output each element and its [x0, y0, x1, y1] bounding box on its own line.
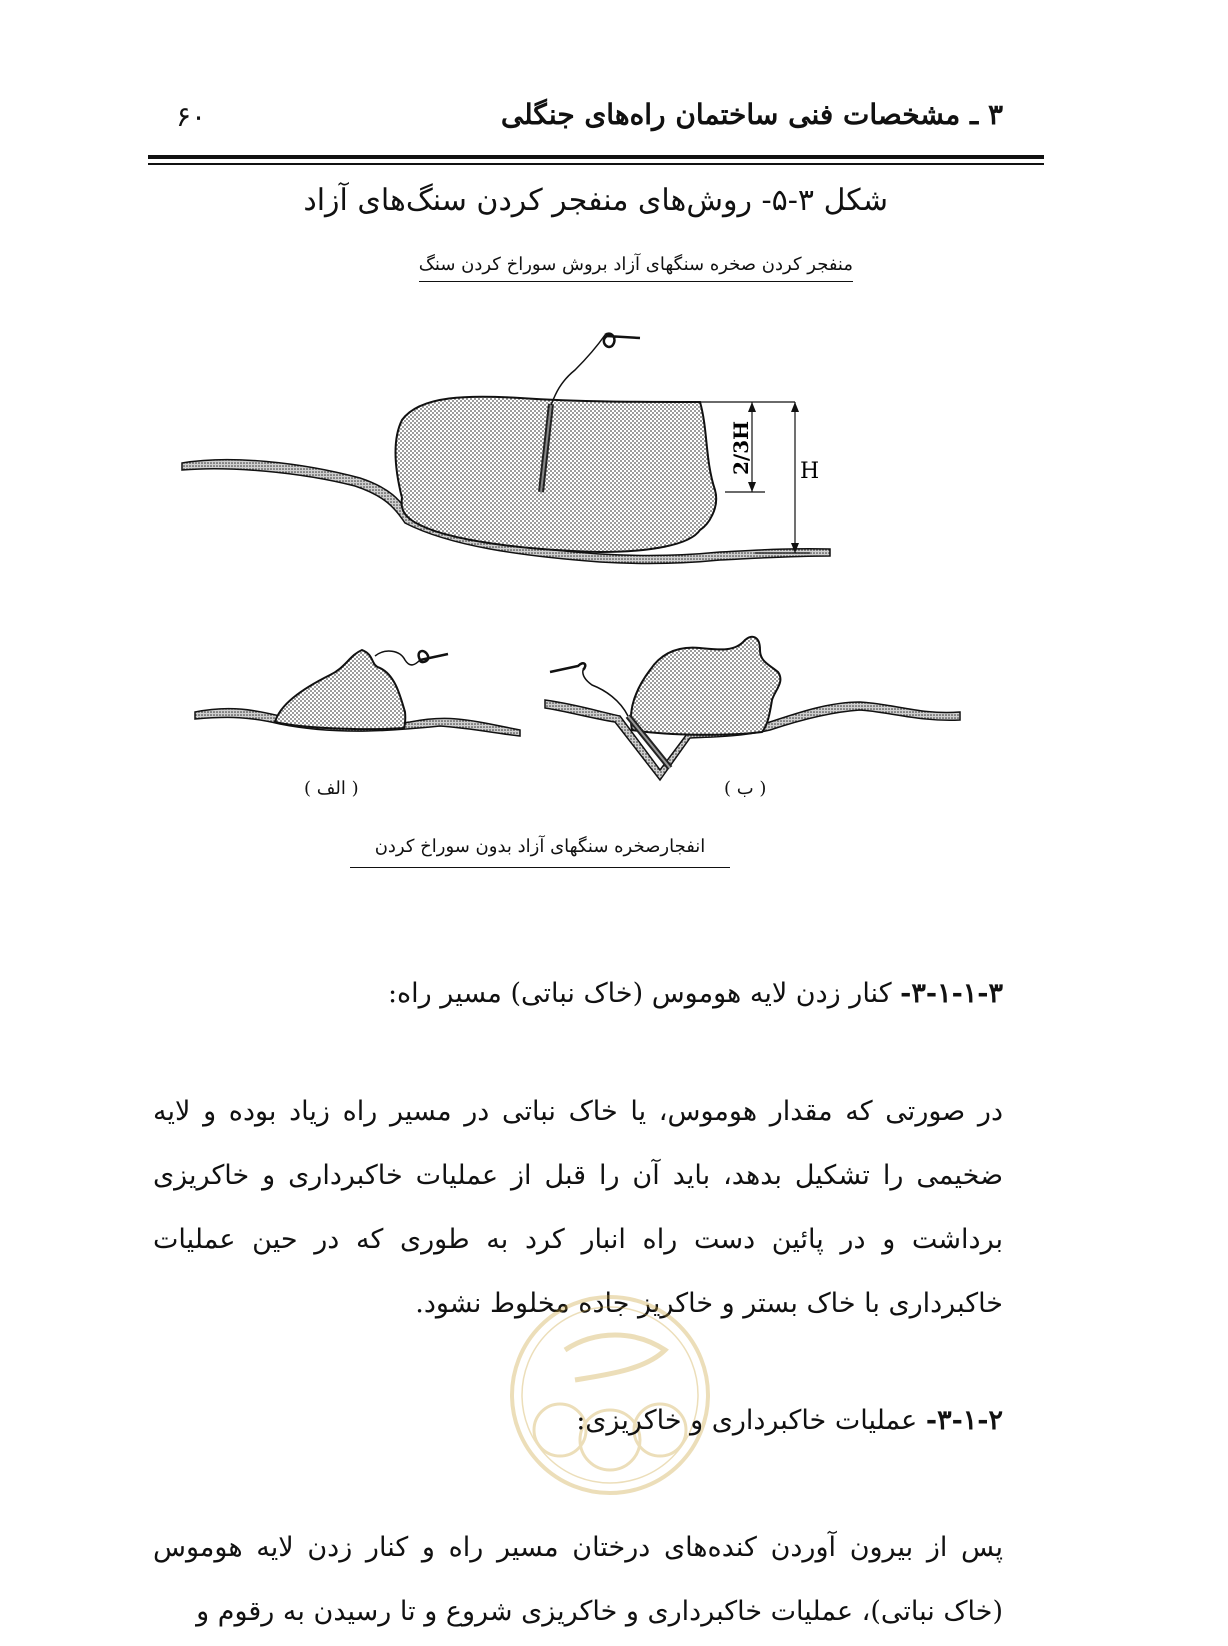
watermark-stamp-icon: [505, 1290, 715, 1500]
running-title: ۳ ـ مشخصات فنی ساختمان راه‌های جنگلی: [500, 98, 1003, 131]
fuse-top: [551, 335, 605, 405]
section-heading: [576, 1405, 1003, 1436]
fuse-alef: [419, 651, 448, 662]
body-paragraph: پس از بیرون آوردن کنده‌های درختان مسیر راه و کنار زدن لایه هوموس (خاک نباتی)، عملیات خاکبرداری و خاکریزی شروع و تا رسیدن به رقوم و: [153, 1532, 1003, 1627]
dim-h: H: [800, 459, 820, 484]
body-paragraph: در صورتی که مقدار هوموس، یا خاک نباتی در مسیر راه زیاد بوده و لایه ضخیمی را تشکیل بدهد، باید آن را قبل از عملیات خاکبرداری و خاکریزی برداشت و در پائین دست راه انبار کرد به طوری که در حین عملیات خاکبرداری با خاک بستر و خاکریز جاده مخلوط نشود.: [153, 1096, 1003, 1319]
rock-blasting-figure: [0, 0, 1228, 820]
boulder-top: [396, 397, 717, 552]
section-heading: [388, 978, 1003, 1009]
boulder-be: [631, 637, 781, 735]
dim-two-thirds-h: 2/3H: [729, 420, 753, 476]
figure-caption: شکل ۳-۵- روش‌های منفجر کردن سنگ‌های آزاد: [303, 183, 888, 218]
boulder-alef: [275, 650, 405, 729]
section-title: کنار زدن لایه هوموس (خاک نباتی) مسیر راه:: [387, 978, 901, 1009]
figure-label-be: ( ب ): [724, 778, 767, 799]
figure-label-alef: ( الف ): [304, 778, 359, 799]
figure-subcaption-top: منفجر کردن صخره سنگهای آزاد بروش سوراخ کردن سنگ: [419, 254, 853, 282]
page-number: ۶۰: [176, 100, 207, 133]
section-title: عملیات خاکبرداری و خاکریزی:: [576, 1405, 926, 1436]
section-number: ۳-۱-۱-۳-: [900, 978, 1003, 1009]
figure-subcaption-bottom: انفجارصخره سنگهای آزاد بدون سوراخ کردن: [350, 836, 730, 868]
section-number: ۳-۱-۲-: [925, 1405, 1003, 1436]
